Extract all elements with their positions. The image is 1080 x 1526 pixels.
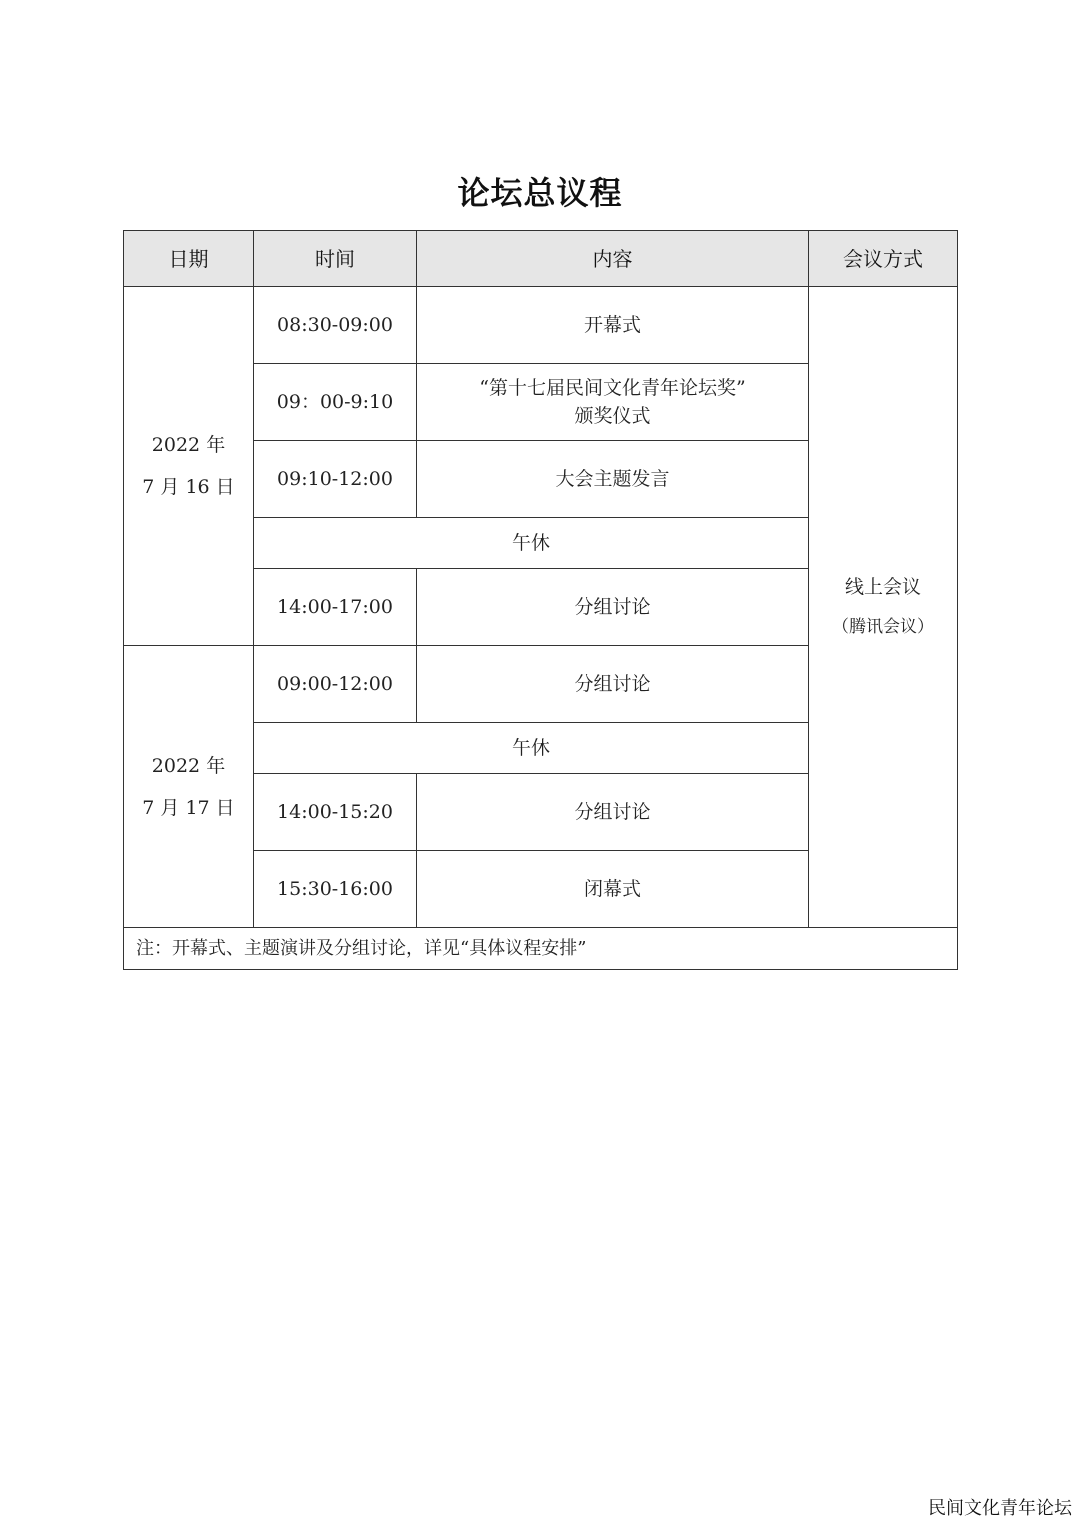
content-cell: 分组讨论 bbox=[417, 646, 809, 723]
content-line: 颁奖仪式 bbox=[574, 405, 651, 427]
time-cell: 14:00-17:00 bbox=[254, 569, 417, 646]
table-row bbox=[124, 287, 958, 364]
date-day: 7 月 16 日 bbox=[142, 476, 235, 498]
break-cell: 午休 bbox=[254, 518, 809, 569]
content-cell bbox=[417, 364, 809, 441]
mode-platform: （腾讯会议） bbox=[832, 617, 934, 637]
date-cell-day2 bbox=[124, 646, 254, 928]
note-text: 注：开幕式、主题演讲及分组讨论，详见“具体议程安排” bbox=[124, 928, 958, 970]
date-cell-day1 bbox=[124, 287, 254, 646]
content-cell: 分组讨论 bbox=[417, 569, 809, 646]
agenda-table bbox=[123, 230, 958, 970]
time-cell: 15:30-16:00 bbox=[254, 851, 417, 928]
date-year: 2022 年 bbox=[151, 434, 226, 456]
content-line: “第十七届民间文化青年论坛奖” bbox=[479, 377, 746, 399]
mode-cell bbox=[809, 287, 958, 928]
mode-online: 线上会议 bbox=[844, 576, 921, 598]
content-cell: 闭幕式 bbox=[417, 851, 809, 928]
page-title: 论坛总议程 bbox=[457, 174, 623, 212]
header-time: 时间 bbox=[254, 231, 417, 287]
content-cell: 分组讨论 bbox=[417, 774, 809, 851]
header-mode: 会议方式 bbox=[809, 231, 958, 287]
date-day: 7 月 17 日 bbox=[142, 796, 235, 819]
time-cell: 09:10-12:00 bbox=[254, 441, 417, 518]
header-date: 日期 bbox=[124, 231, 254, 287]
content-cell: 大会主题发言 bbox=[417, 441, 809, 518]
content-cell: 开幕式 bbox=[417, 287, 809, 364]
table-header-row bbox=[124, 231, 958, 287]
date-year: 2022 年 bbox=[151, 754, 226, 777]
break-cell: 午休 bbox=[254, 723, 809, 774]
header-content: 内容 bbox=[417, 231, 809, 287]
time-cell: 14:00-15:20 bbox=[254, 774, 417, 851]
time-cell: 09:00-12:00 bbox=[254, 646, 417, 723]
source-watermark: 民间文化青年论坛 bbox=[928, 1498, 1072, 1519]
note-row bbox=[124, 928, 958, 970]
time-cell: 09：00-9:10 bbox=[254, 364, 417, 441]
time-cell: 08:30-09:00 bbox=[254, 287, 417, 364]
